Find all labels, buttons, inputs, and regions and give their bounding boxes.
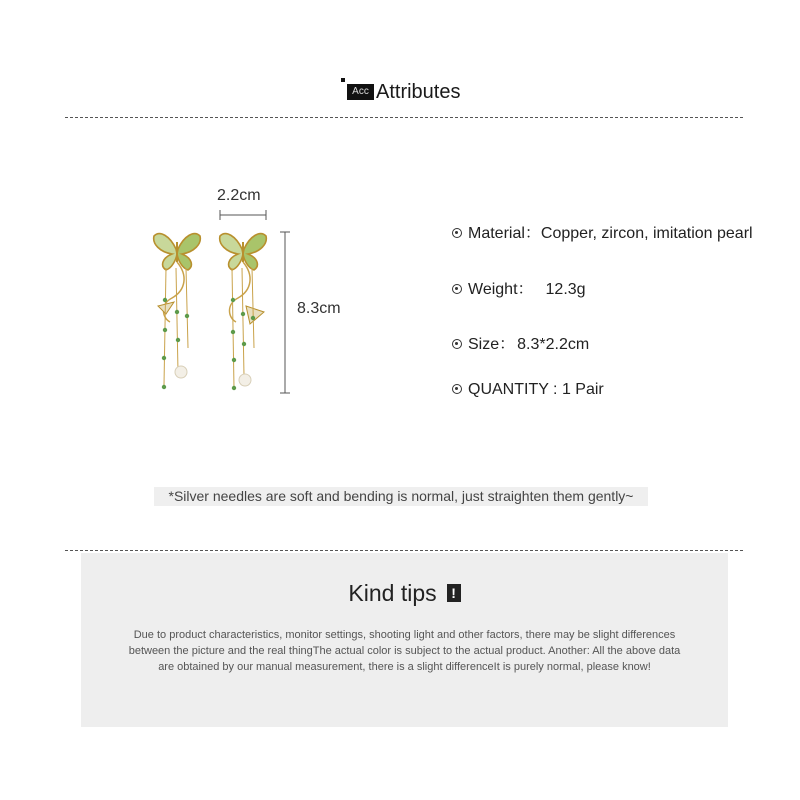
spec-material — [452, 220, 753, 243]
exclamation-icon: ! — [447, 584, 461, 602]
spec-size — [452, 331, 589, 354]
spec-value: 8.3*2.2cm — [517, 336, 590, 353]
height-label: 8.3cm — [297, 300, 341, 317]
bullet-icon — [452, 384, 462, 394]
spec-label: Weight： — [468, 281, 534, 298]
spec-label: QUANTITY : 1 Pair — [468, 381, 604, 398]
page-title: Attributes — [376, 81, 461, 103]
kind-tips-panel — [81, 553, 728, 727]
bullet-icon — [452, 284, 462, 294]
spec-value: 12.3g — [545, 281, 586, 298]
spec-value: Copper, zircon, imitation pearl — [540, 225, 753, 242]
height-dimension-line — [280, 232, 290, 393]
kind-tips-body: Due to product characteristics, monitor settings, shooting light and other factors, there may be slight differences between the picture and the real thingThe actual color is subject to the actual product. Another: All the above data are obtained by our manual measurement, there is a slight differenceIt is purely normal, please know! — [128, 629, 681, 673]
kind-tips-title: Kind tips — [348, 580, 437, 606]
spec-label: Size： — [468, 336, 516, 353]
kind-tips-heading — [81, 580, 728, 607]
divider-bottom — [65, 550, 743, 551]
earring-left — [154, 234, 201, 390]
header-badge: Acc — [347, 84, 374, 100]
bullet-icon — [452, 228, 462, 238]
bullet-icon — [452, 339, 462, 349]
spec-quantity — [452, 381, 604, 399]
needle-note: *Silver needles are soft and bending is normal, just straighten them gently~ — [154, 487, 648, 506]
earring-right — [220, 234, 267, 391]
spec-label: Material： — [468, 225, 541, 242]
spec-weight — [452, 276, 586, 299]
width-label: 2.2cm — [217, 187, 261, 204]
width-dimension-line — [220, 210, 266, 220]
